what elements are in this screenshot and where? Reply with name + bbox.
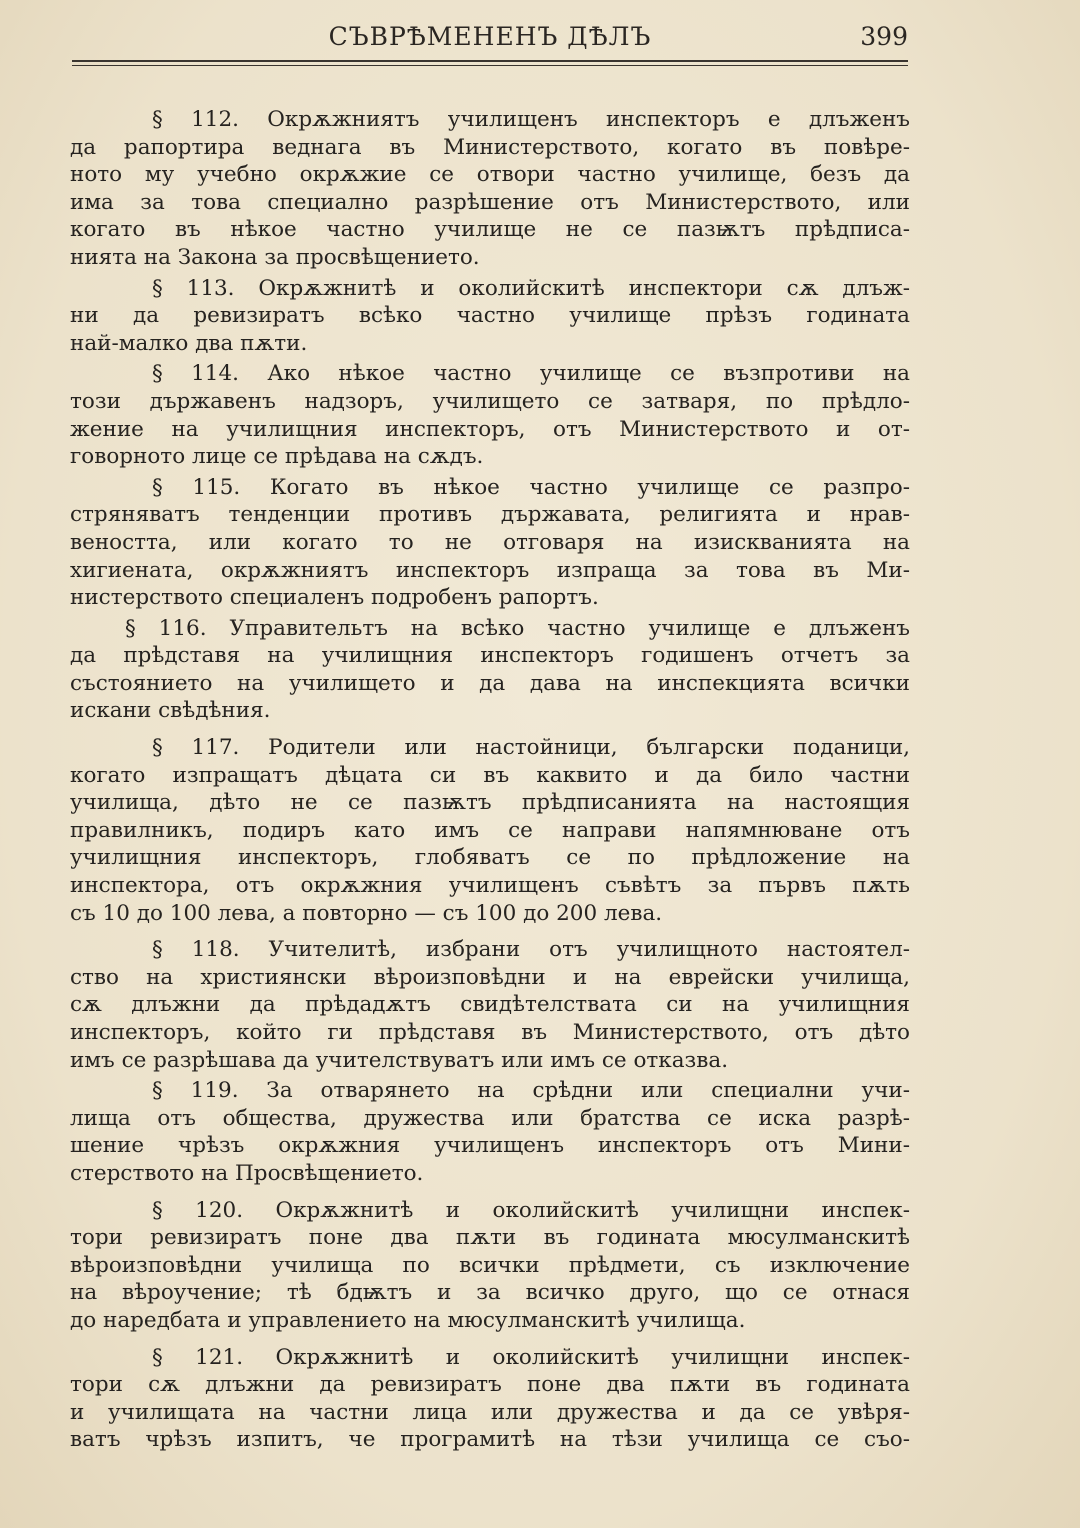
page-number: 399 bbox=[860, 22, 908, 51]
text-line: когато изпращатъ дѣцата си въ каквито и да било частни bbox=[70, 762, 910, 788]
text-line: нистерството специаленъ подробенъ рапортъ. bbox=[70, 585, 599, 611]
text-line: има за това специално разрѣшение отъ Министерството, или bbox=[70, 189, 910, 215]
text-line: искани свѣдѣния. bbox=[70, 698, 271, 724]
section-117 bbox=[70, 734, 910, 927]
text-line: състоянието на училището и да дава на инспекцията всички bbox=[70, 670, 910, 696]
text-line: да прѣдставя на училищния инспекторъ годишенъ отчетъ за bbox=[70, 643, 910, 669]
text-line: хигиената, окрѫжниятъ инспекторъ изпраща за това въ Ми- bbox=[70, 557, 910, 583]
text-line: § 119. За отварянето на срѣдни или специални учи- bbox=[152, 1078, 910, 1104]
text-line: стряняватъ тенденции противъ държавата, религията и нрав- bbox=[70, 502, 910, 528]
section-118 bbox=[70, 936, 910, 1074]
section-113 bbox=[70, 275, 910, 358]
text-line: ното му учебно окрѫжие се отвори частно училище, безъ да bbox=[70, 162, 910, 188]
section-121 bbox=[70, 1344, 910, 1454]
header-rule-thin bbox=[72, 65, 908, 66]
page-body bbox=[70, 106, 910, 1454]
text-line: до наредбата и управлението на мюсулманскитѣ училища. bbox=[70, 1307, 746, 1333]
section-112 bbox=[70, 106, 910, 272]
section-120 bbox=[70, 1197, 910, 1335]
text-line: § 112. Окрѫжниятъ училищенъ инспекторъ е длъженъ bbox=[152, 107, 910, 132]
text-line: училищния инспекторъ, глобяватъ се по прѣдложение на bbox=[70, 845, 910, 871]
text-line: най-малко два пѫти. bbox=[70, 330, 308, 356]
text-line: жение на училищния инспекторъ, отъ Министерството и от- bbox=[70, 416, 910, 442]
text-line: тори сѫ длъжни да ревизиратъ поне два пѫти въ годината bbox=[70, 1372, 910, 1398]
text-line: § 113. Окрѫжнитѣ и околийскитѣ инспектори сѫ длъж- bbox=[152, 275, 910, 301]
text-line: на вѣроучение; тѣ бдѭтъ и за всичко друго, що се отнася bbox=[70, 1280, 910, 1306]
text-line: § 118. Учителитѣ, избрани отъ училищното настоятел- bbox=[152, 937, 910, 963]
text-line: тори ревизиратъ поне два пѫти въ годината мюсулманскитѣ bbox=[70, 1225, 910, 1251]
text-line: вѣроизповѣдни училища по всички прѣдмети, съ изключение bbox=[70, 1252, 910, 1278]
text-line: когато въ нѣкое частно училище не се пазѭтъ прѣдписа- bbox=[70, 217, 910, 243]
text-line: веността, или когато то не отговаря на изискванията на bbox=[70, 529, 910, 555]
text-line: § 120. Окрѫжнитѣ и околийскитѣ училищни инспек- bbox=[152, 1197, 910, 1223]
text-line: да рапортира веднага въ Министерството, когато въ повѣре- bbox=[70, 134, 910, 160]
text-line: училища, дѣто не се пазѭтъ прѣдписанията на настоящия bbox=[70, 790, 910, 816]
text-line: инспектора, отъ окрѫжния училищенъ съвѣтъ за първъ пѫть bbox=[70, 873, 910, 899]
text-line: § 121. Окрѫжнитѣ и околийскитѣ училищни инспек- bbox=[152, 1344, 910, 1370]
running-title: СЪВРѢМЕНЕНЪ ДѢЛЪ bbox=[328, 22, 652, 51]
text-line: § 114. Ако нѣкое частно училище се възпротиви на bbox=[152, 361, 910, 387]
text-line: този държавенъ надзоръ, училището се затваря, по прѣдло- bbox=[70, 388, 910, 414]
text-line: съ 10 до 100 лева, а повторно — съ 100 до 200 лева. bbox=[70, 900, 663, 926]
section-115 bbox=[70, 474, 910, 612]
text-line: инспекторъ, който ги прѣдставя въ Министерството, отъ дѣто bbox=[70, 1020, 910, 1045]
section-116 bbox=[70, 615, 910, 725]
text-line: и училищата на частни лица или дружества и да се увѣря- bbox=[70, 1399, 910, 1425]
text-line: ни да ревизиратъ всѣко частно училище прѣзъ годината bbox=[70, 303, 910, 329]
section-114 bbox=[70, 360, 910, 470]
text-line: § 116. Управительтъ на всѣко частно училище е длъженъ bbox=[125, 615, 910, 641]
text-line: сѫ длъжни да прѣдадѫтъ свидѣтелствата си на училищния bbox=[70, 992, 910, 1018]
section-119 bbox=[70, 1077, 910, 1187]
text-line: стерството на Просвѣщението. bbox=[70, 1160, 424, 1186]
text-line: нията на Закона за просвѣщението. bbox=[70, 244, 480, 270]
text-line: ватъ чрѣзъ изпитъ, че програмитѣ на тѣзи училища се съо- bbox=[70, 1427, 910, 1453]
text-line: правилникъ, подиръ като имъ се направи напямнюване отъ bbox=[70, 817, 910, 843]
header-rule-thick bbox=[72, 60, 908, 62]
text-line: лища отъ общества, дружества или братства се иска разрѣ- bbox=[70, 1105, 910, 1131]
text-line: говорното лице се прѣдава на сѫдъ. bbox=[70, 444, 484, 470]
text-line: § 115. Когато въ нѣкое частно училище се разпро- bbox=[152, 474, 910, 500]
text-line: имъ се разрѣшава да учителствуватъ или имъ се отказва. bbox=[70, 1047, 729, 1073]
text-line: § 117. Родители или настойници, български поданици, bbox=[152, 735, 910, 761]
text-line: шение чрѣзъ окрѫжния училищенъ инспекторъ отъ Мини- bbox=[70, 1133, 910, 1159]
page-header bbox=[72, 18, 908, 52]
text-line: ство на християнски вѣроизповѣдни и на еврейски училища, bbox=[70, 964, 910, 990]
